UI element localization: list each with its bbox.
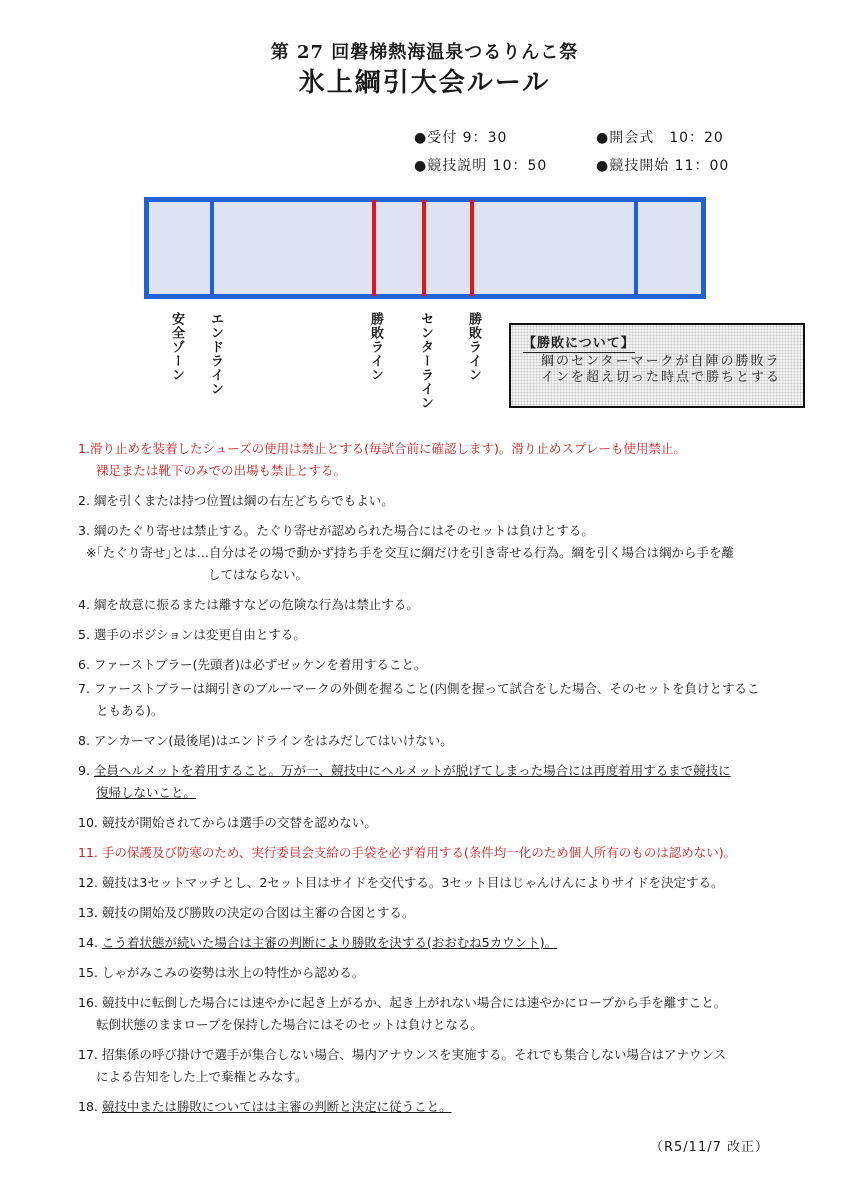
end-line-right bbox=[634, 200, 638, 296]
rule-1: 1.滑り止めを装着したシューズの使用は禁止とする(毎試合前に確認します)。滑り止めスプレーも使用禁止。 裸足または靴下のみでの出場も禁止とする。 bbox=[78, 441, 686, 478]
rule-8: 8. アンカーマン(最後尾)はエンドラインをはみだしてはいけない。 bbox=[78, 733, 453, 748]
rules-list bbox=[78, 438, 778, 1118]
win-line-right bbox=[470, 200, 474, 296]
label-center-line: センターライン bbox=[418, 312, 433, 410]
schedule-opening: ●開会式 10：20 bbox=[596, 130, 724, 146]
tug-field-diagram bbox=[144, 197, 706, 299]
rule-3: 3. 綱のたぐり寄せは禁止する。たぐり寄せが認められた場合にはそのセットは負けとする。 bbox=[78, 523, 594, 538]
victory-box-title: 【勝敗について】 bbox=[523, 336, 635, 351]
rule-9: 9. 全員ヘルメットを着用すること。万が一、競技中にヘルメットが脱げてしまった場合には再度着用するまで競技に 復帰しないこと。 bbox=[78, 763, 731, 800]
rules-title: 氷上綱引大会ルール bbox=[298, 68, 551, 98]
win-line-left bbox=[372, 200, 376, 296]
schedule-start: ●競技開始 11：00 bbox=[596, 158, 730, 174]
rule-6: 6. ファーストプラー(先頭者)は必ずゼッケンを着用すること。 bbox=[78, 657, 427, 672]
rule-15: 15. しゃがみこみの姿勢は氷上の特性から認める。 bbox=[78, 965, 365, 980]
rule-12: 12. 競技は3セットマッチとし、2セット目はサイドを交代する。3セット目はじゃんけんによりサイドを決定する。 bbox=[78, 875, 724, 890]
label-safety-zone: 安全ゾーン bbox=[169, 312, 184, 382]
rule-18: 18. 競技中または勝敗についてはは主審の判断と決定に従うこと。 bbox=[78, 1099, 452, 1114]
victory-box-body: 綱のセンターマークが自陣の勝敗ラインを超え切った時点で勝ちとする bbox=[541, 354, 782, 385]
rule-4: 4. 綱を故意に振るまたは離すなどの危険な行為は禁止する。 bbox=[78, 597, 419, 612]
rule-7: 7. ファーストプラーは綱引きのブルーマークの外側を握ること(内側を握って試合をした場合、そのセットを負けとするこ ともある)。 bbox=[78, 681, 760, 718]
rule-10: 10. 競技が開始されてからは選手の交替を認めない。 bbox=[78, 815, 377, 830]
rule-17: 17. 招集係の呼び掛けで選手が集合しない場合、場内アナウンスを実施する。それでも集合しない場合はアナウンス による告知をした上で棄権とみなす。 bbox=[78, 1047, 727, 1084]
schedule-reception: ●受付 9：30 bbox=[414, 130, 508, 146]
rule-5: 5. 選手のポジションは変更自由とする。 bbox=[78, 627, 306, 642]
rule-14: 14. こう着状態が続いた場合は主審の判断により勝敗を決する(おおむね5カウント)。 bbox=[78, 935, 558, 950]
rule-13: 13. 競技の開始及び勝敗の決定の合図は主審の合図とする。 bbox=[78, 905, 415, 920]
rule-2: 2. 綱を引くまたは持つ位置は綱の右左どちらでもよい。 bbox=[78, 493, 394, 508]
revision-note: （R5/11/7 改正） bbox=[649, 1140, 769, 1155]
label-win-line-right: 勝敗ライン bbox=[466, 312, 481, 382]
label-end-line: エンドライン bbox=[208, 312, 223, 396]
label-win-line-left: 勝敗ライン bbox=[368, 312, 383, 382]
center-line bbox=[422, 200, 426, 296]
schedule-explanation: ●競技説明 10：50 bbox=[414, 158, 548, 174]
end-line-left bbox=[210, 200, 214, 296]
rule-3-note: ※｢たぐり寄せ｣とは…自分はその場で動かず持ち手を交互に綱だけを引き寄せる行為。綱を引く場合は綱から手を離 してはならない。 bbox=[86, 545, 734, 582]
event-title: 第 27 回磐梯熱海温泉つるりんこ祭 bbox=[270, 42, 579, 63]
rule-11: 11. 手の保護及び防寒のため、実行委員会支給の手袋を必ず着用する(条件均一化のため個人所有のものは認めない)。 bbox=[78, 845, 737, 860]
rule-16: 16. 競技中に転倒した場合には速やかに起き上がるか、起き上がれない場合には速やかにロープから手を離すこと。 転倒状態のままロープを保持した場合にはそのセットは負けとなる。 bbox=[78, 995, 727, 1032]
victory-condition-box bbox=[509, 323, 805, 408]
